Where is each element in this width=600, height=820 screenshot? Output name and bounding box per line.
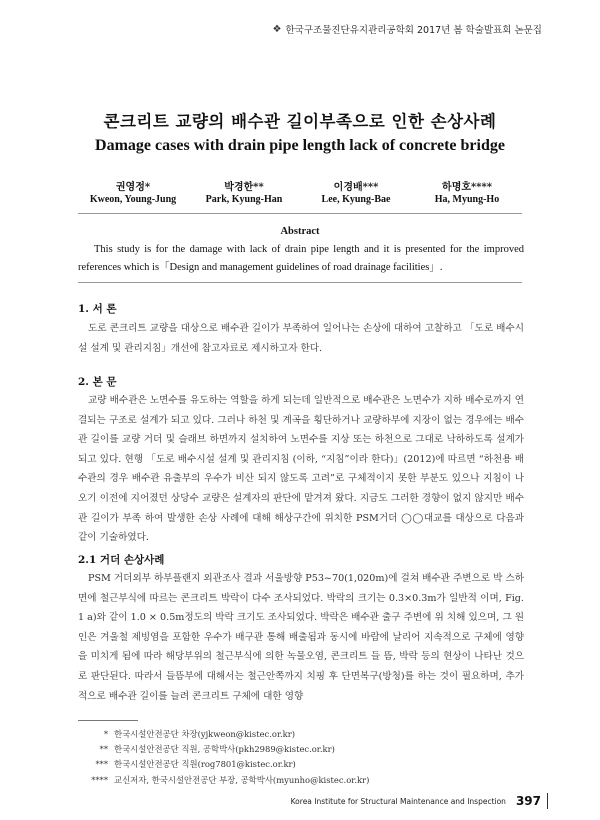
author-4-en: Ha, Myung-Ho: [434, 194, 500, 205]
footnote-1: * 한국시설안전공단 차장(yjkweon@kistec.or.kr): [103, 729, 296, 739]
section-1-text: 도로 콘크리트 교량을 대상으로 배수관 길이가 부족하여 일어나는 손상에 대하여 고찰하고 「도로 배수시설 설계 및 관리지침」개선에 참고자료로 제시하고자 한다.: [78, 323, 524, 354]
author-4-kr: 하명호****: [442, 182, 492, 193]
abstract-heading: Abstract: [280, 226, 320, 237]
footnote-3: *** 한국시설안전공단 직원(rog7801@kistec.or.kr): [95, 759, 296, 770]
footer-bar: [547, 793, 548, 809]
page-footer: [291, 793, 548, 809]
title-korean: 콘크리트 교량의 배수관 길이부족으로 인한 손상사례: [103, 112, 497, 131]
author-list: [78, 178, 522, 205]
author-2-en: Park, Kyung-Han: [205, 194, 283, 205]
author-2: [188, 178, 300, 205]
author-3-kr: 이경배***: [333, 182, 379, 193]
author-1: [78, 178, 188, 205]
divider-authors: [78, 213, 522, 214]
title-english: Damage cases with drain pipe length lack of concrete bridge: [95, 137, 505, 154]
page-number: 397: [515, 794, 541, 808]
footnote-2: ** 한국시설안전공단 직원, 공학박사(pkh2989@kistec.or.kr): [99, 744, 335, 755]
journal-logo-icon: ❖: [272, 23, 282, 35]
footer-organization: Korea Institute for Structural Maintenance and Inspection: [290, 796, 506, 806]
section-2-heading: 2. 본 문: [78, 376, 117, 388]
section-2-1-text: PSM 거더외부 하부플랜지 외관조사 결과 서울방향 P53~70(1,020m)에 걸쳐 배수관 주변으로 박 스하면에 철근부식에 따르는 콘크리트 박락이 다수 조사되었다. 박락의 크기는 0.3×0.3m가 일반적 이며, Fig. 1 a)와 같이 1.0 × 0.5m정도의 박락 크기도 조사되었다. 박락은 배수관 출구 주변에 위 치해 있으며, 그 원인은 겨울철 제빙염을 포함한 우수가 배구관 통해 배출됨과 동시에 바람에 날리어 지속적으로 구체에 영향을 미치게 됨에 따라 해당부위의 철근부식에 의한 녹물오염, 콘크리트 들 뜸, 박락 등의 현상이 나타난 것으로 판단된다. 따라서 들뜸부에 대해서는 철근안쪽까지 치핑 후 단면복구(방청)를 하는 것이 필요하며, 추가적으로 배수관 길이를 늘려 콘크리트 구체에 대한 영향: [78, 573, 524, 702]
section-2-text: 교량 배수관은 노면수를 유도하는 역할을 하게 되는데 일반적으로 배수관은 노면수가 지하 배수로까지 연결되는 구조로 설계가 되고 있다. 그러나 하천 및 계곡을 횡단하거나 교량하부에 지장이 없는 경우에는 배수관 길이를 교량 거더 및 슬래브 하면까지 설치하여 노면수를 지상 또는 하천으로 그대로 낙하하도록 설계가 되고 있다. 현행 「도로 배수시설 설계 및 관리지침 (이하, “지침”이라 한다)」(2012)에 따르면 “하천용 배수관의 경우 배수관 유출부의 우수가 비산 되지 않도록 고려”로 구체적이지 못한 부분도 있으나 지침이 나오기 이전에 지어졌던 상당수 교량은 설계자의 판단에 맡겨져 왔다. 지금도 그러한 경향이 없지 않지만 배수관 길이가 부족 하여 발생한 손상 사례에 대해 해상구간에 위치한 PSM거더 ◯◯대교를 대상으로 다음과 같이 기술하였다.: [78, 395, 524, 544]
divider-abstract: [78, 282, 522, 283]
author-4: [412, 178, 522, 205]
running-header: [273, 22, 542, 36]
footnote-4: **** 교신저자, 한국시설안전공단 부장, 공학박사(myunho@kistec.or.kr): [91, 774, 370, 785]
author-3-en: Lee, Kyung-Bae: [321, 194, 391, 205]
running-title: 한국구조물진단유지관리공학회 2017년 봄 학술발표회 논문집: [285, 25, 542, 36]
section-1-heading: 1. 서 론: [78, 303, 117, 315]
author-2-kr: 박경한**: [224, 182, 264, 193]
footnotes: [86, 727, 369, 788]
section-2-1-heading: 2.1 거더 손상사례: [78, 554, 165, 566]
author-1-en: Kweon, Young-Jung: [89, 194, 177, 205]
footnote-divider: [78, 720, 138, 721]
author-3: [300, 178, 412, 205]
author-1-kr: 권영정*: [115, 182, 151, 193]
abstract-text: This study is for the damage with lack of drain pipe length and it is presented for the improved references which is「Design and management guidelines of road drainage facilities」.: [78, 244, 524, 273]
